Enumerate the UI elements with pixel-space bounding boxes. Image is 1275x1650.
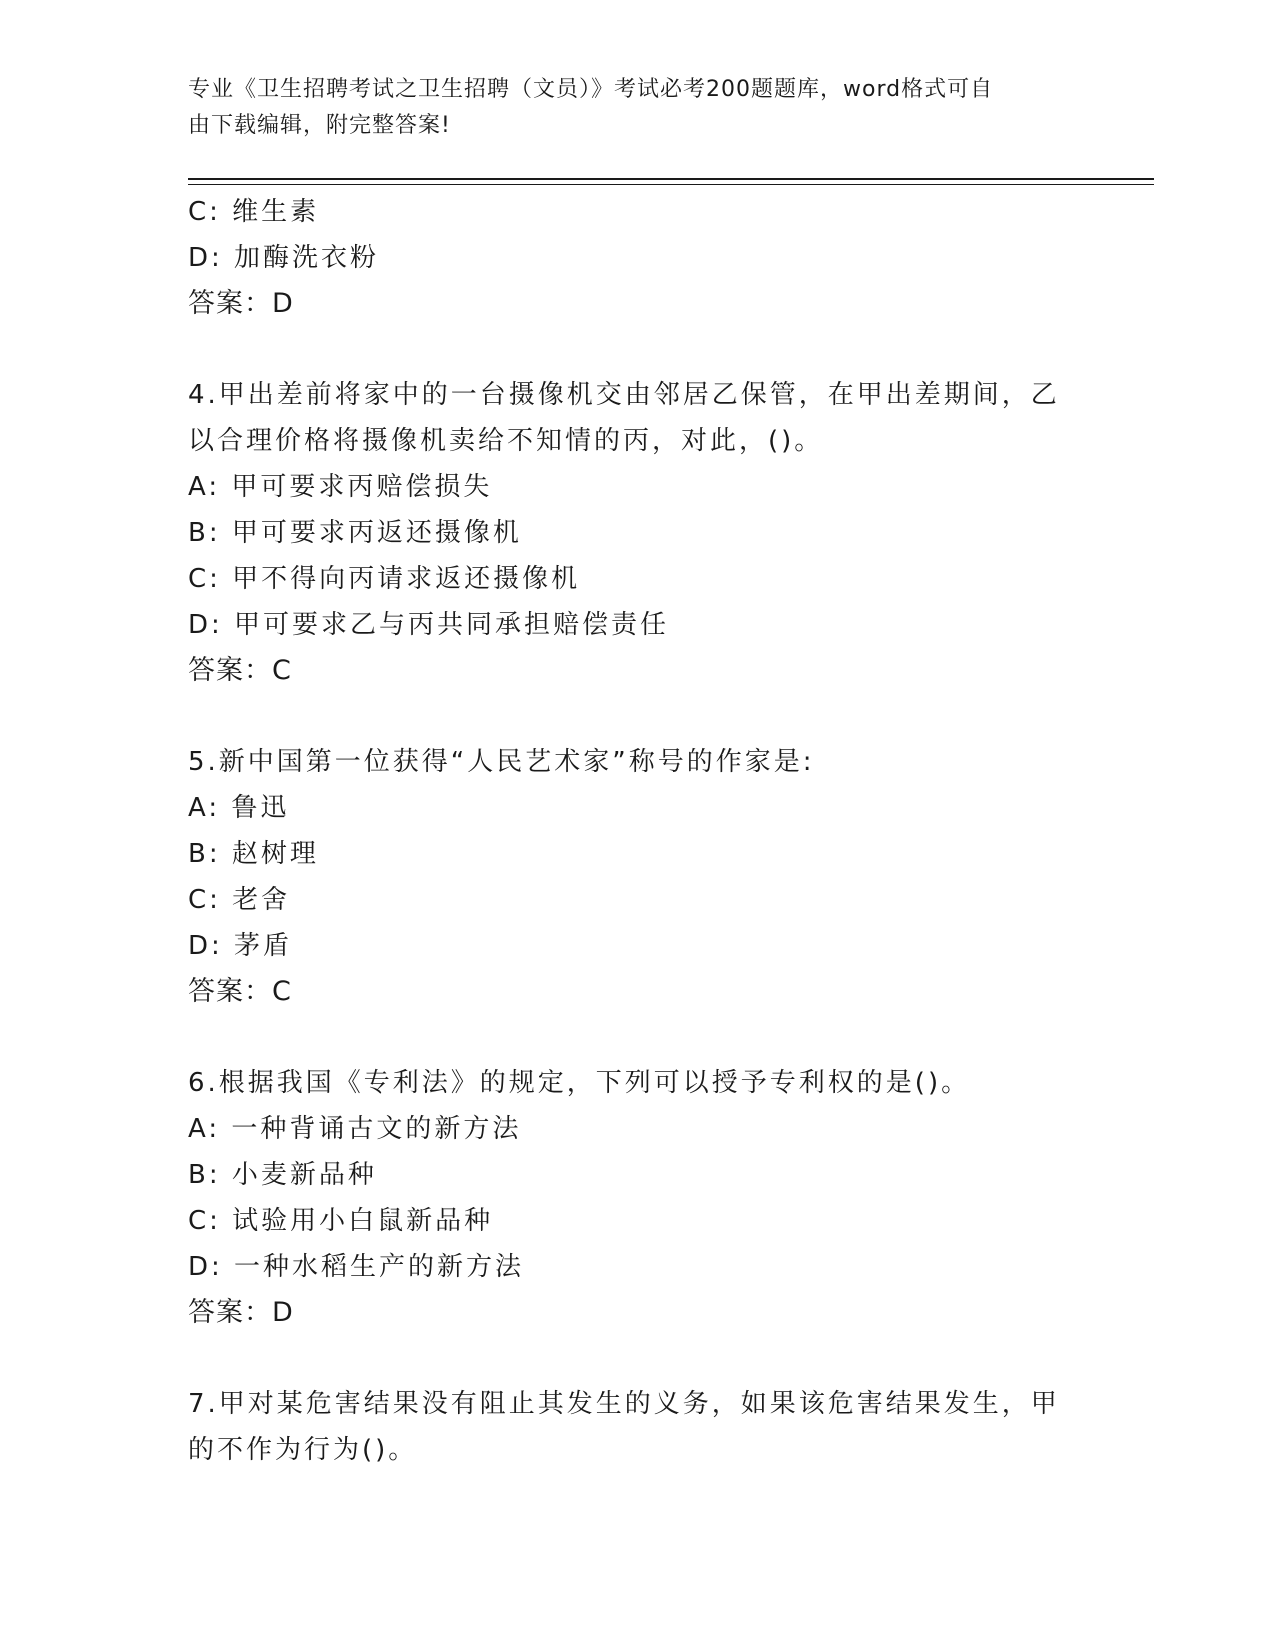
question-block-7	[188, 1381, 1088, 1473]
spacer	[188, 694, 1088, 739]
header-rule-thick	[188, 178, 1154, 180]
answer-line: 答案：D	[188, 1297, 294, 1328]
option-a: A: 甲可要求丙赔偿损失	[188, 472, 493, 502]
option-c: C: 甲不得向丙请求返还摄像机	[188, 564, 581, 594]
question-block-6	[188, 1060, 1088, 1336]
header-line-2: 由下载编辑，附完整答案!	[188, 113, 451, 138]
question-stem-line: 5.新中国第一位获得“人民艺术家”称号的作家是:	[188, 747, 815, 777]
question-block-5	[188, 739, 1088, 1015]
question-stem-line: 的不作为行为()。	[188, 1435, 418, 1465]
spacer	[188, 327, 1088, 372]
answer-line: 答案：D	[188, 288, 294, 319]
question-block-3	[188, 189, 1088, 327]
option-d: D: 茅盾	[188, 931, 293, 961]
spacer	[188, 1015, 1088, 1060]
option-a: A: 一种背诵古文的新方法	[188, 1114, 522, 1144]
option-a: A: 鲁迅	[188, 793, 290, 823]
spacer	[188, 1336, 1088, 1381]
answer-line: 答案：C	[188, 976, 292, 1007]
option-b: B: 小麦新品种	[188, 1160, 377, 1190]
document-body	[188, 189, 1088, 1473]
option-c: C: 试验用小白鼠新品种	[188, 1206, 494, 1236]
option-c: C: 维生素	[188, 197, 320, 227]
option-d: D: 加酶洗衣粉	[188, 243, 380, 273]
option-d: D: 甲可要求乙与丙共同承担赔偿责任	[188, 610, 670, 640]
question-stem-line: 以合理价格将摄像机卖给不知情的丙，对此，()。	[188, 426, 824, 456]
question-stem-line: 7.甲对某危害结果没有阻止其发生的义务，如果该危害结果发生，甲	[188, 1389, 1060, 1419]
question-stem-line: 6.根据我国《专利法》的规定，下列可以授予专利权的是()。	[188, 1068, 971, 1098]
question-block-4	[188, 372, 1088, 694]
option-c: C: 老舍	[188, 885, 291, 915]
option-b: B: 甲可要求丙返还摄像机	[188, 518, 522, 548]
header-line-1: 专业《卫生招聘考试之卫生招聘（文员）》考试必考200题题库，word格式可自	[188, 77, 994, 102]
answer-line: 答案：C	[188, 655, 292, 686]
document-header	[188, 72, 1068, 144]
question-stem-line: 4.甲出差前将家中的一台摄像机交由邻居乙保管，在甲出差期间，乙	[188, 380, 1060, 410]
option-d: D: 一种水稻生产的新方法	[188, 1252, 525, 1282]
header-rule-thin	[188, 184, 1154, 185]
option-b: B: 赵树理	[188, 839, 319, 869]
